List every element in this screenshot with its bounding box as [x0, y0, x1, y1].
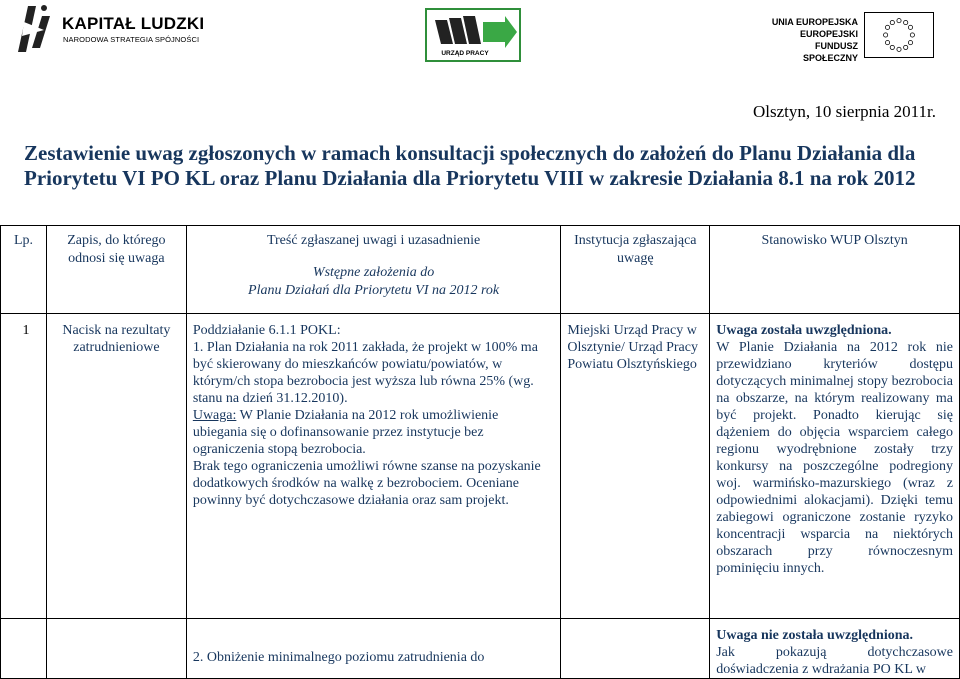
urzad-pracy-arrow-icon	[433, 14, 517, 52]
row1-content-p1: Poddziałanie 6.1.1 POKL:	[192, 323, 341, 338]
row2-stanowisko-body: Jak pokazują dotychczasowe doświadczenia z wdrażania PO KL w	[716, 645, 953, 677]
row1-content-p2: 1. Plan Działania na rok 2011 zakłada, że projekt w 100% ma być skierowany do mieszkańców powiatu/powiatów, w którym/ch stopa bezrobocia jest wyższa lub równa 25% (wg. stanu na dzień 31.12.2010).	[192, 340, 538, 406]
header-tresc-sub1: Wstępne założenia do	[312, 265, 435, 280]
kapital-ludzki-emblem-icon	[14, 2, 54, 54]
row1-content-p3	[193, 407, 555, 458]
ue-line2: EUROPEJSKI	[799, 29, 858, 39]
row1-instytucja: Miejski Urząd Pracy w Olsztynie/ Urząd Pracy Powiatu Olsztyńskiego	[561, 314, 710, 619]
table-row	[1, 314, 960, 619]
header-tresc-sub2: Planu Działań dla Priorytetu VI na 2012 rok	[248, 283, 500, 298]
row1-uwaga-label: Uwaga:	[192, 408, 237, 423]
table-header-row	[1, 226, 960, 314]
header-zapis: Zapis, do którego odnosi się uwaga	[46, 226, 186, 314]
row1-content	[186, 314, 561, 619]
header-lp: Lp.	[1, 226, 47, 314]
ue-line1: UNIA EUROPEJSKA	[771, 17, 858, 27]
document-date: Olsztyn, 10 sierpnia 2011r.	[752, 102, 936, 121]
urzad-pracy-logo	[425, 8, 521, 62]
table-row	[1, 619, 960, 679]
urzad-pracy-label: URZĄD PRACY	[441, 50, 489, 57]
row2-instytucja	[561, 619, 710, 679]
header-stanowisko: Stanowisko WUP Olsztyn	[710, 226, 960, 314]
ue-efs-logo	[766, 10, 942, 63]
header-tresc	[186, 226, 561, 314]
row1-content-p4: Brak tego ograniczenia umożliwi równe szanse na pozyskanie dodatkowych środków na walkę z bezrobociem. Oceniane powinny być dotychczasowe działania oraz sam projekt.	[192, 459, 541, 508]
header-tresc-label: Treść zgłaszanej uwagi i uzasadnienie	[266, 233, 481, 248]
comments-table	[0, 225, 960, 679]
kapital-ludzki-subtitle: NARODOWA STRATEGIA SPÓJNOŚCI	[63, 35, 200, 44]
row2-stanowisko	[710, 619, 960, 679]
header-instytucja: Instytucja zgłaszająca uwagę	[561, 226, 710, 314]
row1-stanowisko	[710, 314, 960, 619]
row2-stanowisko-head: Uwaga nie została uwzględniona.	[716, 628, 914, 643]
row1-stanowisko-body: W Planie Działania na 2012 rok nie przewidziano kryteriów dostępu dotyczących minimalnej stopy bezrobocia na obszarze, na którym realizowany ma być projekt. Ponadto kierując się dążeniem do objęcia wsparciem całego regionu wyodrębnione zostały trzy konkursy na poszczególne podregiony woj. warmińsko-mazurskiego (wraz z odpowiednimi alokacjami). Dzięki temu zabiegowi ograniczone zostanie ryzyko koncentracji wsparcia na niektórych obszarach przy równoczesnym pominięciu innych.	[716, 340, 953, 576]
row2-content	[186, 619, 561, 679]
kapital-ludzki-logo	[14, 2, 205, 54]
kapital-ludzki-title: KAPITAŁ LUDZKI	[62, 14, 205, 33]
ue-text	[766, 16, 858, 64]
row2-content-text: 2. Obniżenie minimalnego poziomu zatrudnienia do	[192, 650, 485, 665]
row2-lp	[1, 619, 47, 679]
row1-content-p3-text: W Planie Działania na 2012 rok umożliwienie ubiegania się o dofinansowanie przez instytucje bez ograniczenia stopą bezrobocia.	[192, 408, 499, 457]
document-title: Zestawienie uwag zgłoszonych w ramach konsultacji społecznych do założeń do Planu Działania dla Priorytetu VI PO KL oraz Planu Działania dla Priorytetu VIII w zakresie Działania 8.1 na rok 2012	[24, 141, 916, 190]
row1-zapis: Nacisk na rezultaty zatrudnieniowe	[46, 314, 186, 619]
eu-flag-icon	[864, 12, 934, 58]
row1-lp: 1	[1, 314, 47, 619]
ue-line3: FUNDUSZ SPOŁECZNY	[802, 41, 858, 63]
row2-zapis	[46, 619, 186, 679]
row1-stanowisko-head: Uwaga została uwzględniona.	[716, 323, 892, 338]
